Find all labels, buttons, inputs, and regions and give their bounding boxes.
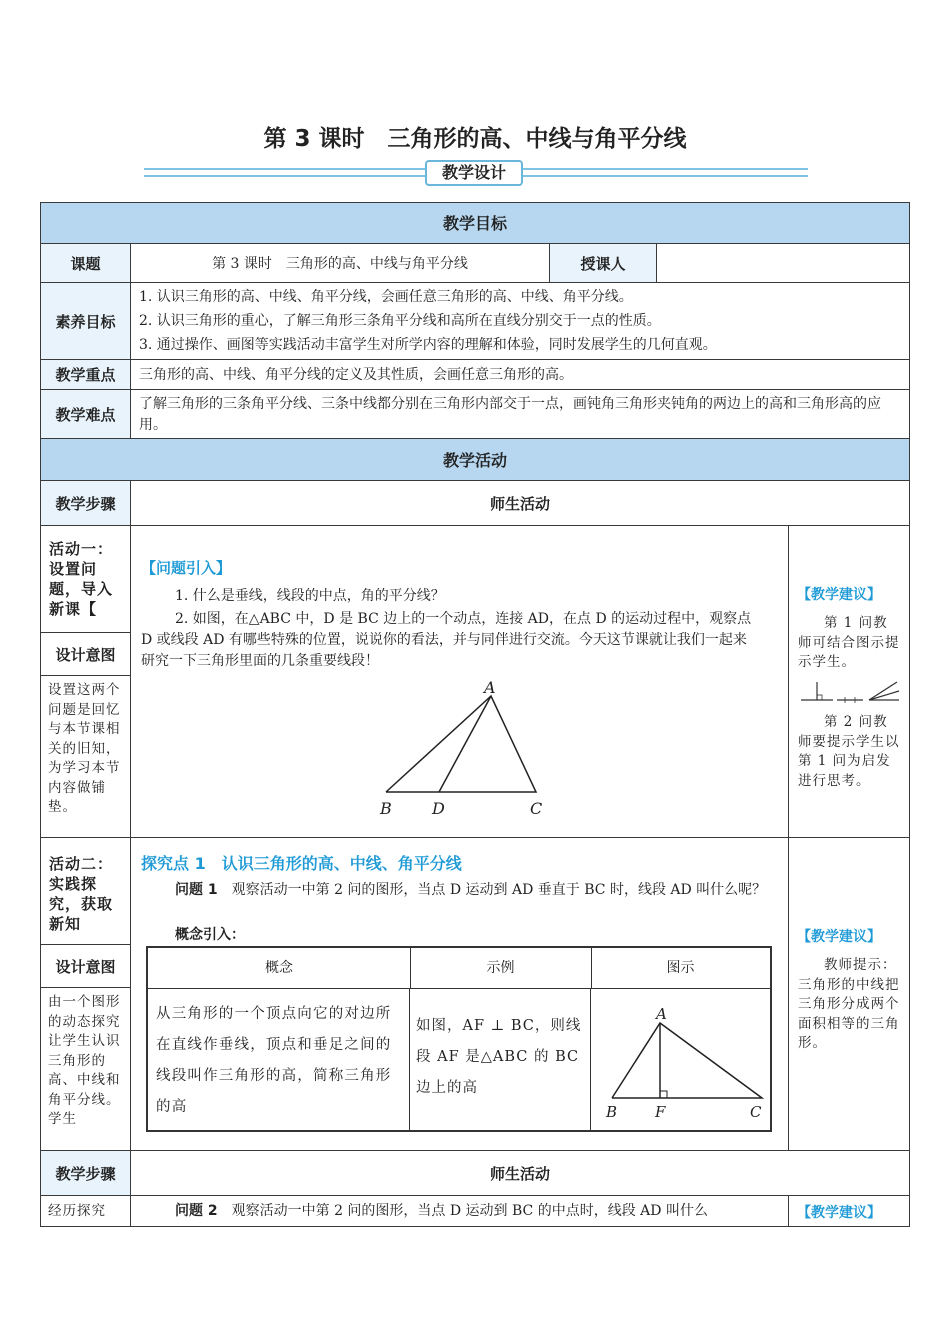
concept-definition: 从三角形的一个顶点向它的对边所在直线作垂线，顶点和垂足之间的线段叫作三角形的高，简称三角形的高 — [148, 989, 410, 1130]
activity3-step: 经历探究 — [40, 1195, 131, 1227]
label-a: A — [656, 1005, 667, 1023]
activity2-step: 活动二：实践探究，获取新知 — [40, 837, 131, 945]
subtitle-badge: 教学设计 — [425, 160, 523, 186]
question-2-label: 问题 2 — [175, 1203, 218, 1219]
hint-figures — [799, 676, 903, 704]
explore-title: 探究点 1 认识三角形的高、中线、角平分线 — [141, 854, 462, 873]
label-f: F — [655, 1103, 666, 1121]
suggestion-tag: 【教学建议】 — [797, 929, 881, 945]
question-1: 1. 什么是垂线，线段的中点，角的平分线？ — [175, 588, 445, 604]
activity2-intent: 由一个图形的动态探究让学生认识三角形的高、中线和角平分线。学生 — [40, 987, 131, 1151]
triangle-abc — [386, 696, 536, 792]
suggestion-text: 教师提示：三角形的中线把三角形分成两个面积相等的三角形。 — [798, 957, 900, 1051]
label-b: B — [380, 799, 392, 818]
topic-value: 第 3 课时 三角形的高、中线与角平分线 — [130, 243, 550, 283]
teacher-value — [656, 243, 910, 283]
suggestion-tag: 【教学建议】 — [797, 1205, 881, 1221]
concept-header: 概念 — [148, 948, 411, 989]
activity1-step: 活动一：设置问题，导入新课【 — [40, 525, 131, 633]
teacher-label: 授课人 — [549, 243, 657, 283]
teacher-student-label-repeat: 师生活动 — [130, 1150, 910, 1196]
suggestion-text-2: 第 2 问教师要提示学生以第 1 问为启发进行思考。 — [798, 714, 900, 789]
activity3-suggestion — [788, 1195, 910, 1227]
topic-label: 课题 — [40, 243, 131, 283]
suggestion-tag: 【教学建议】 — [797, 587, 881, 603]
key-point-value: 三角形的高、中线、角平分线的定义及其性质，会画任意三角形的高。 — [130, 359, 910, 390]
example-header: 示例 — [410, 948, 592, 989]
triangle-abc-figure — [366, 678, 546, 823]
question-1-block — [141, 879, 776, 901]
triangle-abc-altitude — [612, 1023, 762, 1098]
question-2: 2. 如图，在△ABC 中，D 是 BC 边上的一个动点，连接 AD，在点 D 的运动过程中，观察点 D 或线段 AD 有哪些特殊的位置，说说你的看法，并与同伴进行交流。今天这节课就让我们一起来研究一下三角形里面的几条重要线段！ — [141, 611, 752, 669]
figure-header: 图示 — [591, 948, 770, 989]
right-angle-mark — [660, 1091, 667, 1098]
suggestion-text-1: 第 1 问教师可结合图示提示学生。 — [798, 615, 900, 670]
goals-header: 教学目标 — [40, 202, 910, 244]
page-title: 第 3 课时 三角形的高、中线与角平分线 — [263, 126, 687, 152]
altitude-figure — [600, 1003, 765, 1121]
activity1-intent: 设置这两个问题是回忆与本节课相关的旧知，为学习本节内容做铺垫。 — [40, 675, 131, 838]
literacy-item: 2. 认识三角形的重心，了解三角形三条角平分线和高所在直线分别交于一点的性质。 — [139, 313, 661, 329]
steps-label-repeat: 教学步骤 — [40, 1150, 131, 1196]
question-2-text: 观察活动一中第 2 问的图形，当点 D 运动到 BC 的中点时，线段 AD 叫什么 — [231, 1203, 708, 1219]
concept-table — [146, 946, 772, 1132]
activity3-content — [130, 1195, 789, 1227]
label-c: C — [750, 1103, 762, 1121]
activity1-content — [130, 525, 789, 838]
literacy-label: 素养目标 — [40, 282, 131, 360]
activities-header: 教学活动 — [40, 438, 910, 481]
label-d: D — [432, 799, 445, 818]
example-text: 如图，AF ⊥ BC，则线段 AF 是△ABC 的 BC 边上的高 — [410, 989, 591, 1130]
key-point-label: 教学重点 — [40, 359, 131, 390]
difficulty-value: 了解三角形的三条角平分线、三条中线都分别在三角形内部交于一点，画钝角三角形夹钝角的两边上的高和三角形高的应用。 — [130, 389, 910, 439]
steps-label: 教学步骤 — [40, 480, 131, 526]
activity2-content — [130, 837, 789, 1151]
activity1-design-label: 设计意图 — [40, 632, 131, 676]
segment-ad — [439, 696, 491, 792]
question-1-label: 问题 1 — [175, 882, 218, 898]
concept-intro: 概念引入： — [175, 927, 245, 943]
question-1-text: 观察活动一中第 2 问的图形，当点 D 运动到 AD 垂直于 BC 时，线段 AD 叫什么呢？ — [231, 882, 767, 898]
activity2-design-label: 设计意图 — [40, 944, 131, 988]
literacy-goals — [130, 282, 910, 360]
label-b: B — [606, 1103, 618, 1121]
literacy-item: 1. 认识三角形的高、中线、角平分线，会画任意三角形的高、中线、角平分线。 — [139, 289, 633, 305]
label-c: C — [530, 799, 543, 818]
problem-intro-tag: 【问题引入】 — [141, 559, 232, 577]
teacher-student-label: 师生活动 — [130, 480, 910, 526]
literacy-item: 3. 通过操作、画图等实践活动丰富学生对所学内容的理解和体验，同时发展学生的几何直观。 — [139, 337, 717, 353]
activity2-suggestion — [788, 837, 910, 1151]
difficulty-label: 教学难点 — [40, 389, 131, 439]
label-a: A — [484, 678, 496, 697]
activity1-suggestion — [788, 525, 910, 838]
